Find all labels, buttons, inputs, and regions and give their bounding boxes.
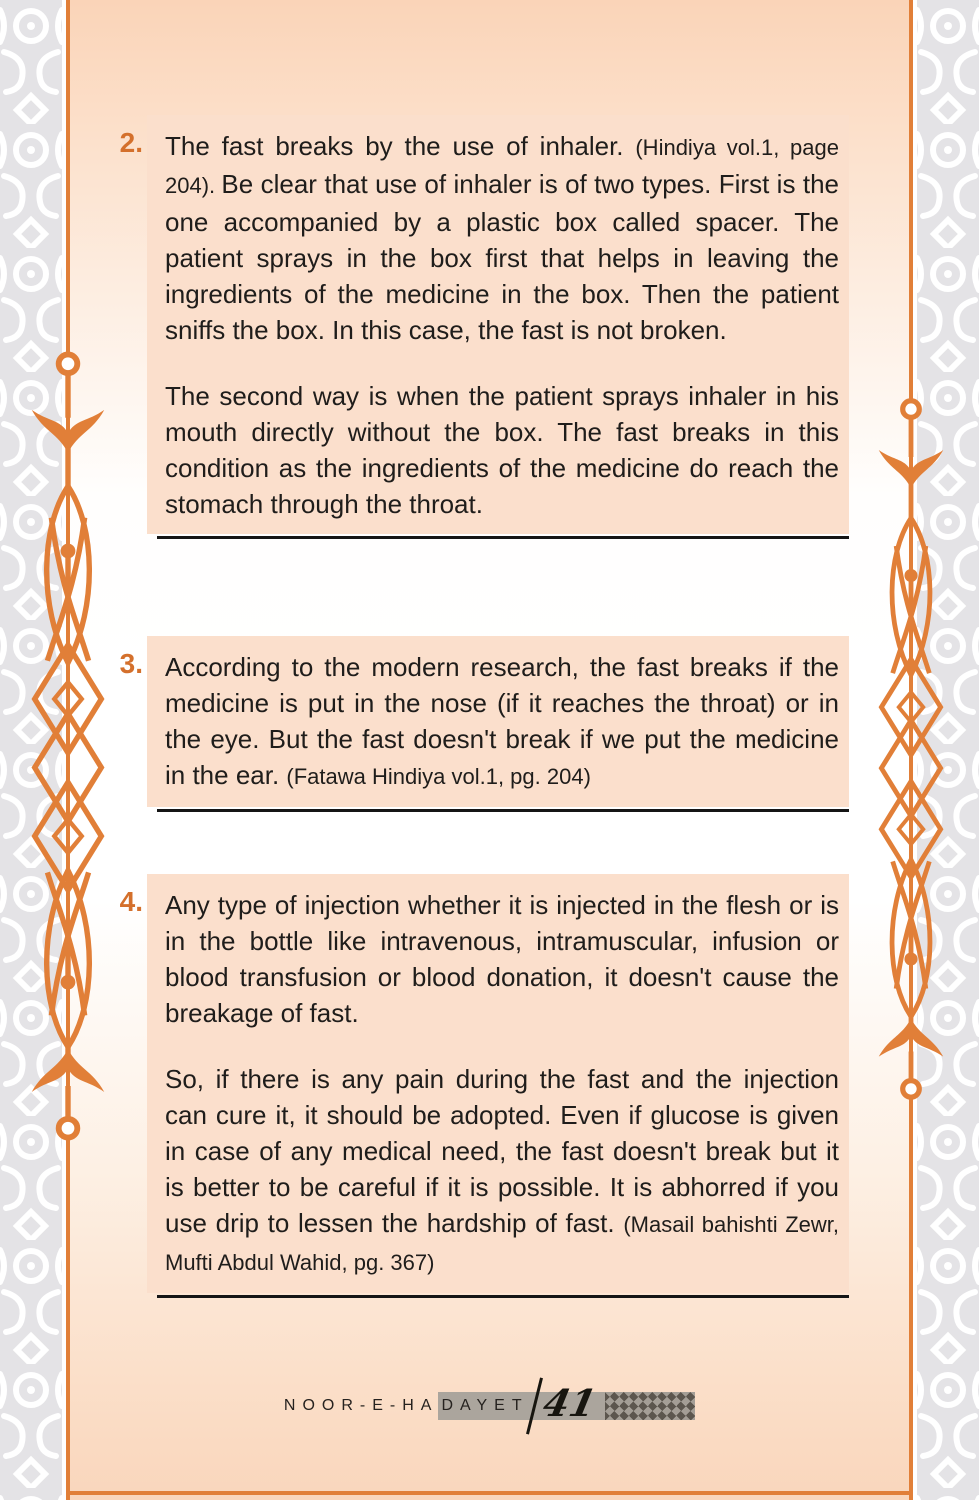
item-text-box bbox=[147, 874, 849, 1293]
item-number: 4. bbox=[119, 886, 143, 917]
item-divider-rule bbox=[157, 809, 849, 812]
content-area bbox=[119, 0, 849, 1500]
paragraph bbox=[165, 378, 839, 522]
item-divider-rule bbox=[157, 536, 849, 539]
page-footer bbox=[70, 1381, 909, 1432]
item-number: 2. bbox=[119, 127, 143, 158]
paragraph bbox=[165, 128, 839, 348]
body-text: Be clear that use of inhaler is of two types. First is the one accompanied by a plastic box called spacer. The patient sprays in the box first that helps in leaving the ingredients of the medicine in the box. Then the patient sniffs the box. In this case, the fast is not broken. bbox=[165, 169, 839, 345]
book-title-right: DAYET bbox=[441, 1397, 529, 1414]
page-number: 41 bbox=[538, 1381, 600, 1425]
body-text: The second way is when the patient sprays inhaler in his mouth directly without the box. The fast breaks in this condition as the ingredients of the medicine do reach the stomach through the throat. bbox=[165, 381, 839, 519]
item-text-box bbox=[147, 115, 849, 534]
right-ornament bbox=[862, 396, 960, 1102]
footer-gray-band bbox=[438, 1381, 695, 1425]
footer-row bbox=[283, 1381, 695, 1425]
footer-ornament-band bbox=[605, 1392, 695, 1420]
citation-text: (Masail bahishti Zewr, Mufti Abdul Wahid, pg. 367) bbox=[165, 1212, 839, 1275]
body-text: According to the modern research, the fast breaks if the medicine is put in the nose (if it reaches the throat) or in the eye. But the fast doesn't break if we put the medicine in the ear. bbox=[165, 652, 839, 790]
citation-text: (Fatawa Hindiya vol.1, pg. 204) bbox=[286, 764, 591, 789]
citation-text: (Hindiya vol.1, page 204). bbox=[165, 135, 839, 198]
numbered-item bbox=[119, 115, 849, 539]
body-text: So, if there is any pain during the fast and the injection can cure it, it should be adopted. Even if glucose is given in case of any medical need, the fast doesn't break but it is better to be careful if it is possible. It is abhorred if you use drip to lessen the hardship of fast. bbox=[165, 1064, 839, 1238]
item-text-box bbox=[147, 636, 849, 807]
paragraph bbox=[165, 887, 839, 1031]
body-text: The fast breaks by the use of inhaler. bbox=[165, 131, 636, 161]
item-number: 3. bbox=[119, 648, 143, 679]
body-text: Any type of injection whether it is injected in the flesh or is in the bottle like intravenous, intramuscular, infusion or blood transfusion or blood donation, it doesn't cause the breakage of fast. bbox=[165, 890, 839, 1028]
book-title-left: NOOR-E-HA bbox=[283, 1397, 439, 1414]
numbered-item bbox=[119, 636, 849, 812]
paragraph bbox=[165, 1061, 839, 1281]
item-divider-rule bbox=[157, 1295, 849, 1298]
left-ornament bbox=[19, 341, 117, 1151]
paragraph bbox=[165, 649, 839, 795]
numbered-item bbox=[119, 874, 849, 1298]
